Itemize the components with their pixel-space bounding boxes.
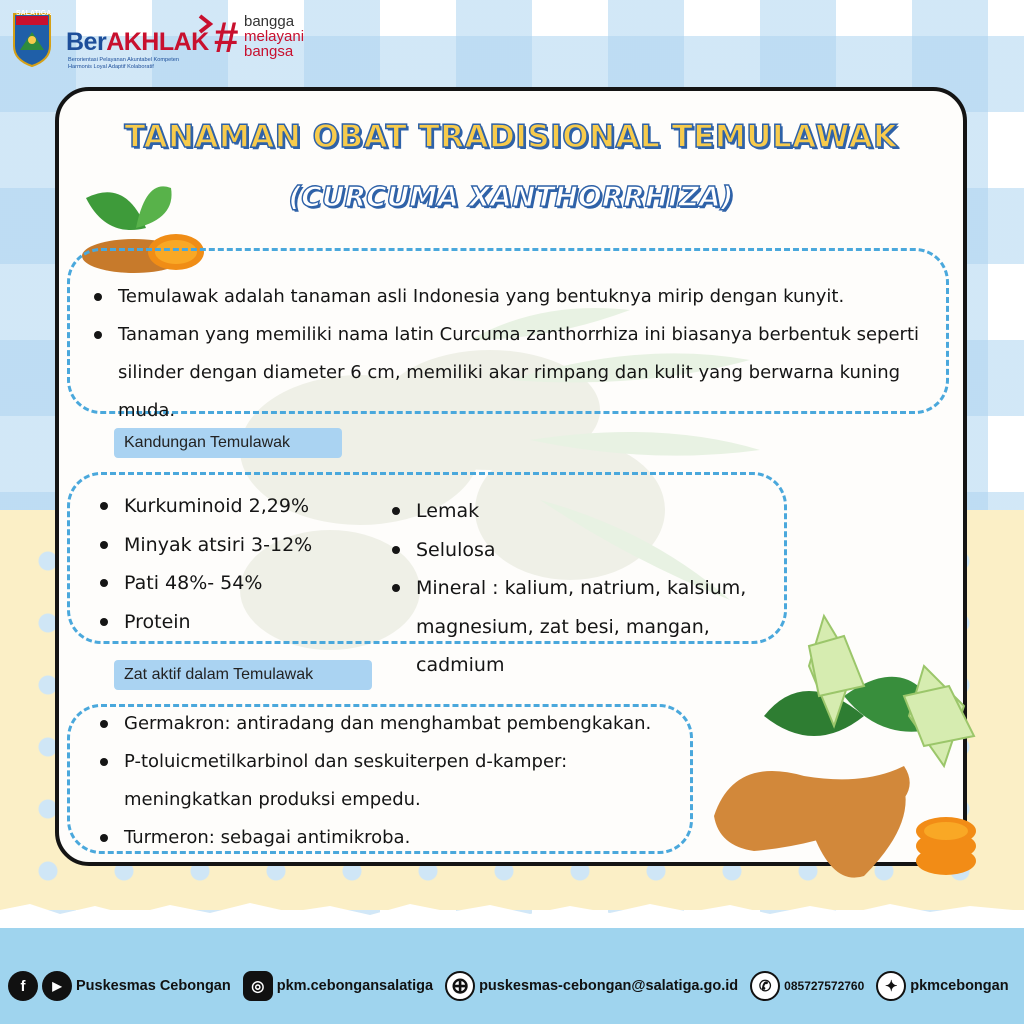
twitter-text: pkmcebongan [910,978,1009,994]
berakhlak-tagline-line2: Harmonis Loyal Adaptif Kolaboratif [68,64,154,70]
intro-list [90,278,940,430]
chevron-right-icon [198,14,214,34]
bangga-word: bangga [244,13,295,30]
kandungan-right-list [388,492,768,685]
berakhlak-logo [66,28,209,57]
emblem-label: SALATIGA [16,10,52,17]
globe-icon: ⊕ [445,971,475,1001]
kandungan-left-list [96,487,366,641]
berakhlak-tagline-line1: Berorientasi Pelayanan Akuntabel Kompeten [68,57,180,63]
page-title: TANAMAN OBAT TRADISIONAL TEMULAWAK [124,119,898,155]
kandungan-item: Pati 48%- 54% [96,564,366,603]
bangsa-word: bangsa [244,43,294,60]
zat-aktif-list [96,705,690,857]
bangga-melayani-bangsa-logo [244,14,334,59]
melayani-word: melayani [244,28,305,45]
berakhlak-logo-part2: AKHLAK [106,28,209,56]
twitter-contact[interactable] [876,971,1008,1001]
page-subtitle: (CURCUMA XANTHORRHIZA) [288,180,734,213]
email-contact[interactable] [445,971,738,1001]
kandungan-item: Lemak [388,492,768,531]
whatsapp-contact[interactable] [750,971,864,1001]
facebook-icon: f [8,971,38,1001]
youtube-icon: ▶ [42,971,72,1001]
zat-aktif-label: Zat aktif dalam Temulawak [114,660,372,690]
zat-aktif-item: P-toluicmetilkarbinol dan seskuiterpen d-kamper: meningkatkan produksi empedu. [96,743,690,819]
intro-item: Tanaman yang memiliki nama latin Curcuma zanthorrhiza ini biasanya berbentuk seperti silinder dengan diameter 6 cm, memiliki akar rimpang dan kulit yang berwarna kuning muda. [90,316,940,430]
berakhlak-tagline [68,57,218,71]
email-text: puskesmas-cebongan@salatiga.go.id [479,978,739,994]
zat-aktif-item: Turmeron: sebagai antimikroba. [96,819,690,857]
berakhlak-logo-part1: Ber [66,28,107,56]
zat-aktif-item: Germakron: antiradang dan menghambat pembengkakan. [96,705,690,743]
kandungan-item: Minyak atsiri 3-12% [96,526,366,565]
kandungan-item: Protein [96,603,366,642]
instagram-text: pkm.cebongansalatiga [276,978,434,994]
instagram-icon: ◎ [243,971,273,1001]
whatsapp-icon: ✆ [750,971,780,1001]
kandungan-label: Kandungan Temulawak [114,428,342,458]
whatsapp-text: 085727572760 [784,979,865,993]
footer-contacts [8,968,1018,1004]
salatiga-emblem-icon [12,10,52,68]
kandungan-item: Kurkuminoid 2,29% [96,487,366,526]
facebook-youtube-text: Puskesmas Cebongan [76,978,231,994]
hashtag-icon: # [214,13,239,62]
footer [0,928,1024,1024]
kandungan-item: Selulosa [388,531,768,570]
facebook-youtube-contact[interactable] [8,971,231,1001]
intro-item: Temulawak adalah tanaman asli Indonesia yang bentuknya mirip dengan kunyit. [90,278,940,316]
twitter-icon: ✦ [876,971,906,1001]
instagram-contact[interactable] [243,971,433,1001]
kandungan-item: Mineral : kalium, natrium, kalsium, magnesium, zat besi, mangan, cadmium [388,569,768,685]
